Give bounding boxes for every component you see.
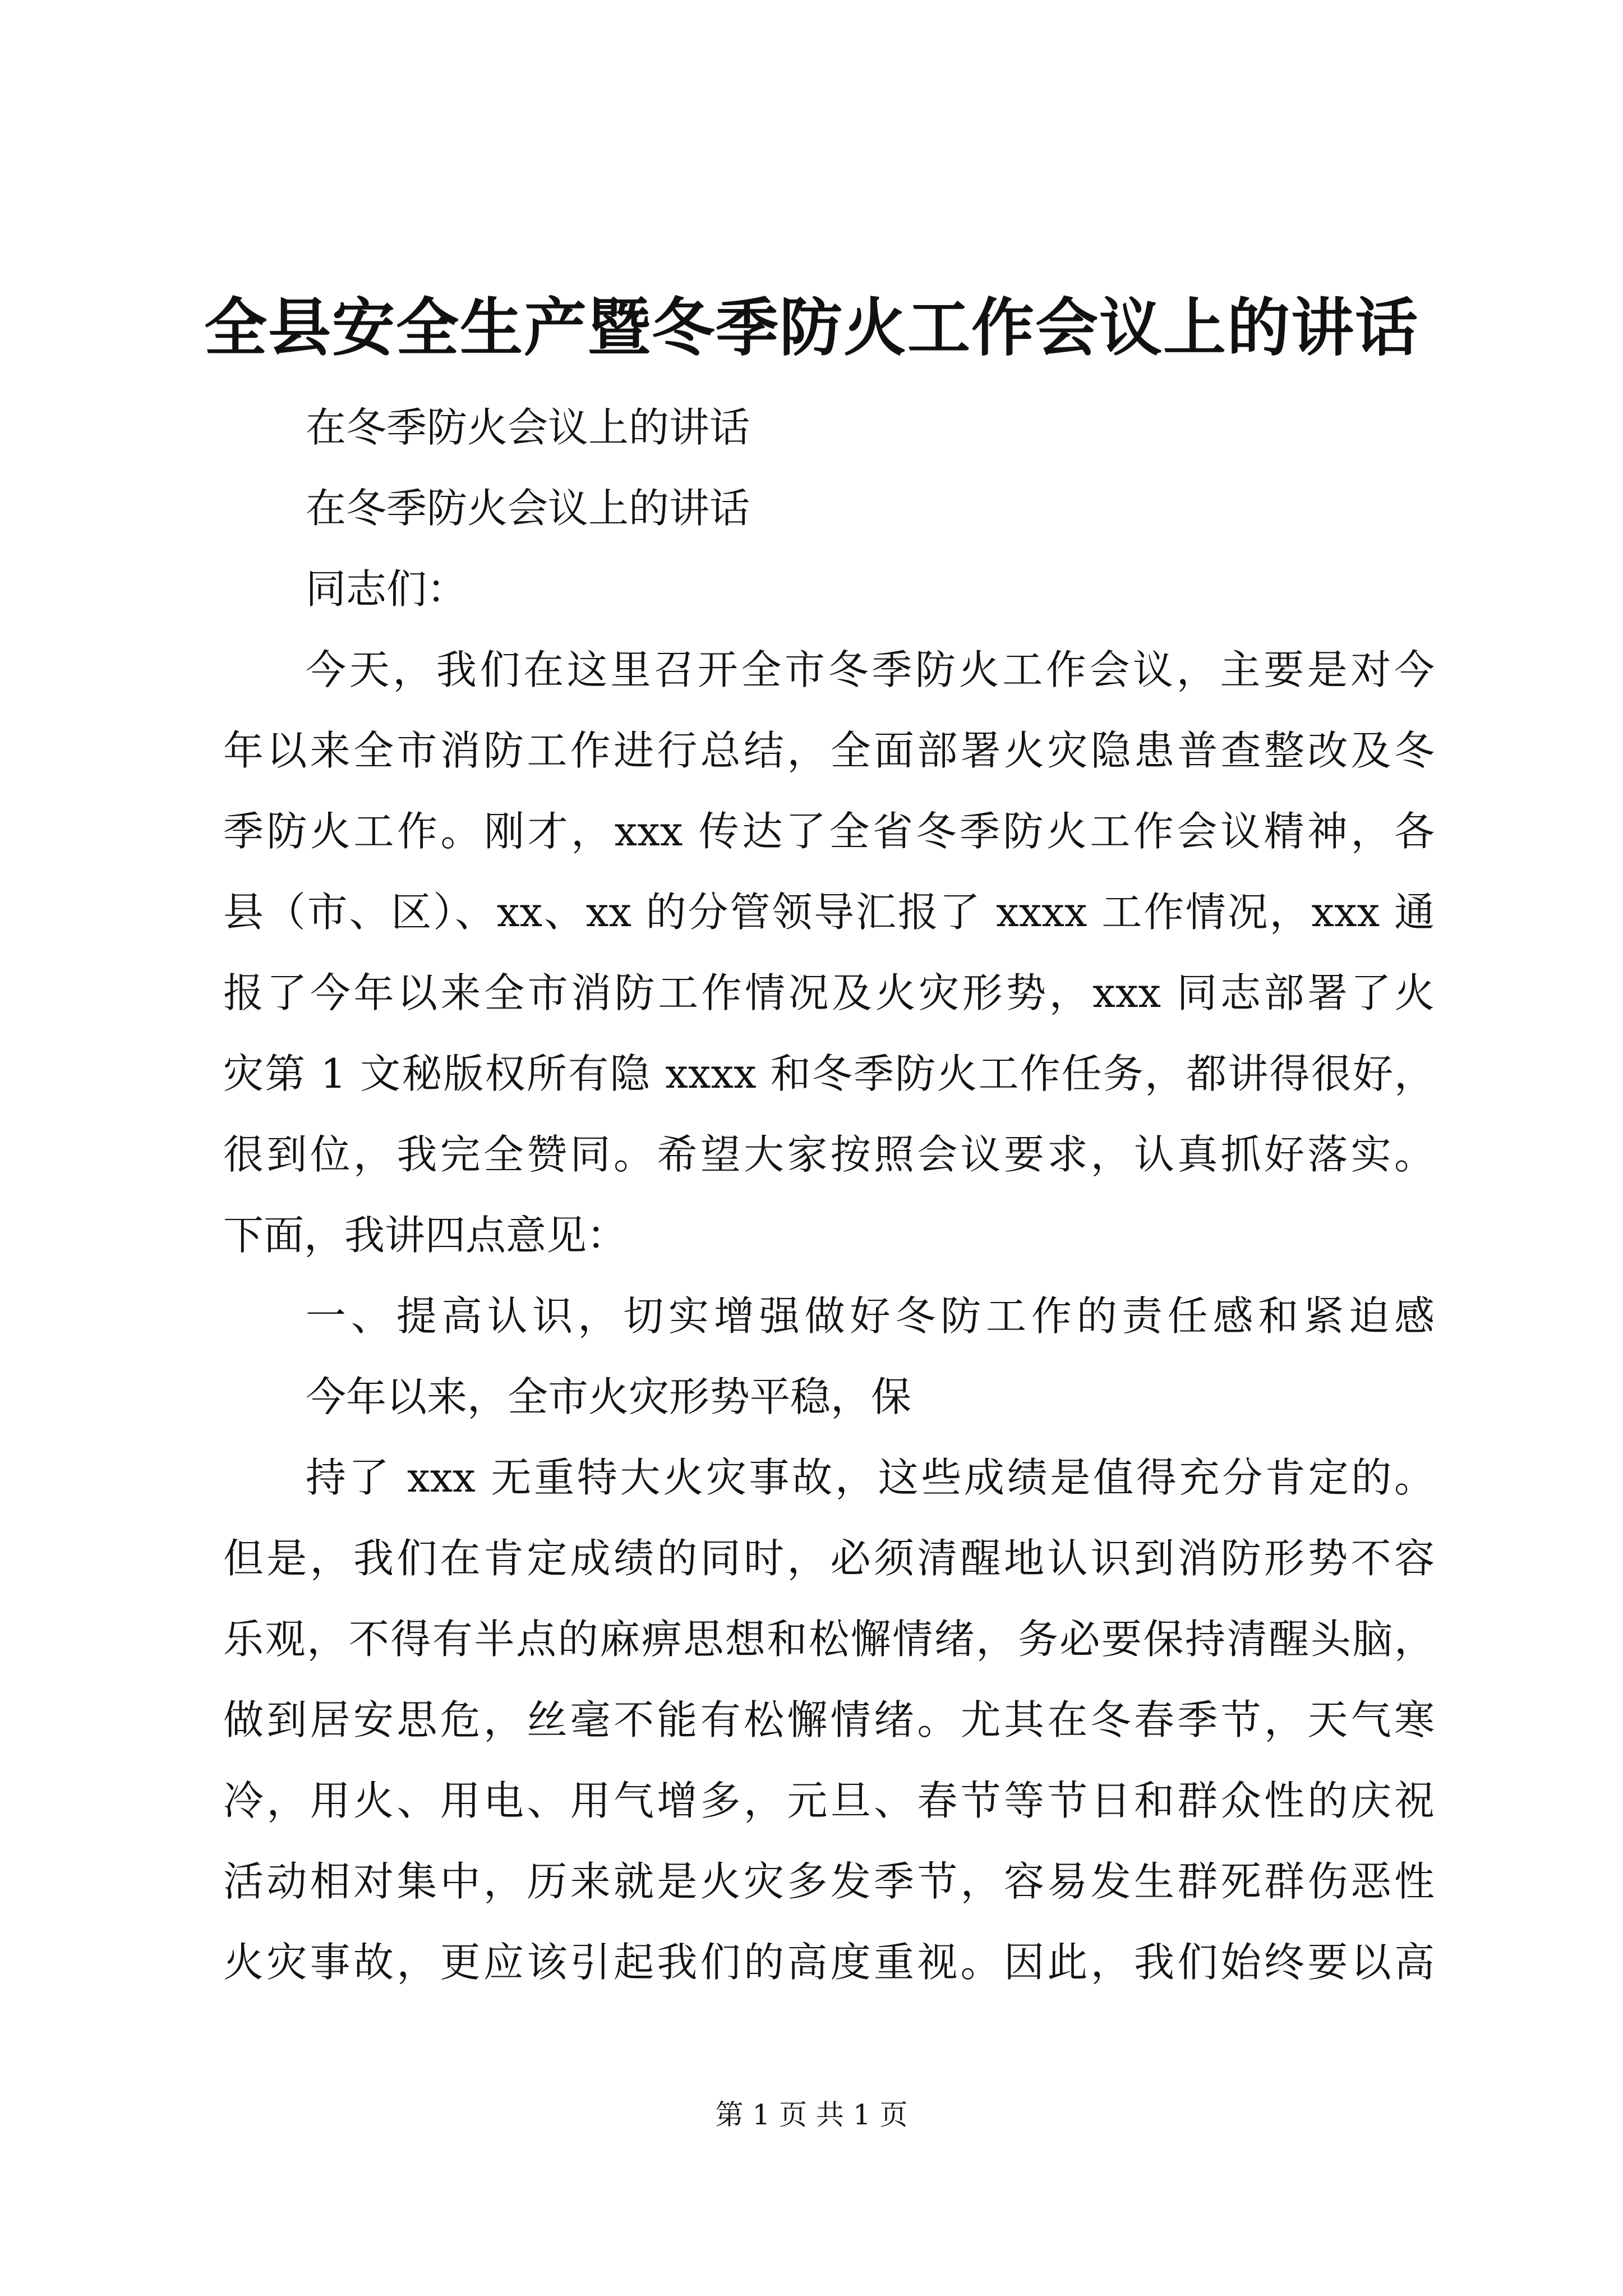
body-line: 灾第 1 文秘版权所有隐 xxxx 和冬季防火工作任务，都讲得很好， (223, 1050, 1435, 1097)
body-line: 下面，我讲四点意见： (223, 1212, 628, 1259)
body-line: 报了今年以来全市消防工作情况及火灾形势，xxx 同志部署了火 (223, 969, 1435, 1016)
body-line: 今天，我们在这里召开全市冬季防火工作会议，主要是对今 (306, 646, 1435, 693)
body-line: 很到位，我完全赞同。希望大家按照会议要求，认真抓好落实。 (223, 1131, 1435, 1178)
body-line: 在冬季防火会议上的讲话 (306, 404, 750, 451)
page-footer: 第 1 页 共 1 页 (715, 2099, 908, 2131)
body-line: 冷，用火、用电、用气增多，元旦、春节等节日和群众性的庆祝 (223, 1777, 1435, 1824)
body-line: 今年以来，全市火灾形势平稳，保 (306, 1373, 912, 1420)
body-line: 做到居安思危，丝毫不能有松懈情绪。尤其在冬春季节，天气寒 (223, 1696, 1435, 1743)
body-line: 季防火工作。刚才，xxx 传达了全省冬季防火工作会议精神，各 (223, 808, 1435, 855)
document-body (223, 387, 1435, 2003)
document-title: 全县安全生产暨冬季防火工作会议上的讲话 (204, 291, 1419, 365)
body-line: 年以来全市消防工作进行总结，全面部署火灾隐患普查整改及冬 (223, 727, 1435, 774)
body-line: 同志们： (306, 565, 468, 613)
body-line: 火灾事故，更应该引起我们的高度重视。因此，我们始终要以高 (223, 1939, 1435, 1986)
body-line: 一、提高认识，切实增强做好冬防工作的责任感和紧迫感 (306, 1292, 1435, 1340)
body-line: 乐观，不得有半点的麻痹思想和松懈情绪，务必要保持清醒头脑， (223, 1616, 1435, 1663)
body-line: 持了 xxx 无重特大火灾事故，这些成绩是值得充分肯定的。 (306, 1454, 1435, 1501)
body-line: 县（市、区）、xx、xx 的分管领导汇报了 xxxx 工作情况，xxx 通 (223, 889, 1435, 936)
body-line: 活动相对集中，历来就是火灾多发季节，容易发生群死群伤恶性 (223, 1858, 1435, 1905)
body-line: 在冬季防火会议上的讲话 (306, 485, 750, 532)
body-line: 但是，我们在肯定成绩的同时，必须清醒地认识到消防形势不容 (223, 1535, 1435, 1582)
